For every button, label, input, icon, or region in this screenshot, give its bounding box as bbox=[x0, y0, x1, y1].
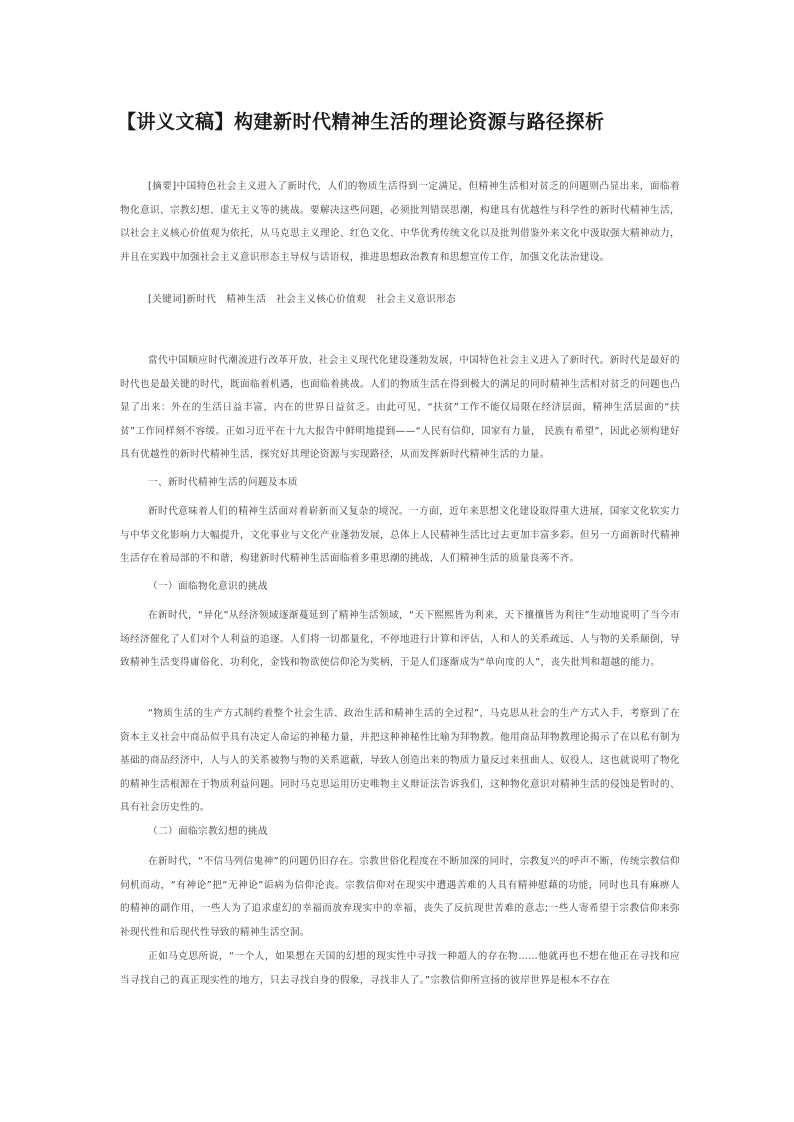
section1-paragraph: 新时代意味着人们的精神生活面对着崭新而又复杂的境况。一方面，近年来思想文化建设取得重大进展，国家文化软实力与中华文化影响力大幅提升，文化事业与文化产业蓬勃发展，总体上人民精神生活比过去更加丰富多彩。但另一方面新时代精神生活存在着局部的不和谐，构建新时代精神生活面临着多重思潮的挑战，人们精神生活的质量良莠不齐。 bbox=[120, 506, 680, 564]
abstract-paragraph: [摘要]中国特色社会主义进入了新时代，人们的物质生活得到一定满足，但精神生活相对贫乏的问题则凸显出来，面临着物化意识、宗教幻想、虚无主义等的挑战。要解决这些问题，必须批判错误思潮，构建具有优越性与科学性的新时代精神生活，以社会主义核心价值观为依托，从马克思主义理论、红色文化、中华优秀传统文化以及批判借鉴外来文化中汲取强大精神动力，并且在实践中加强社会主义意识形态主导权与话语权，推进思想政治教育和思想宣传工作，加强文化法治建设。 bbox=[120, 181, 680, 263]
document-title: 【讲义文稿】构建新时代精神生活的理论资源与路径探析 bbox=[117, 111, 605, 133]
subsection-heading-1: （一）面临物化意识的挑战 bbox=[148, 581, 268, 592]
section-heading-1: 一、新时代精神生活的问题及本质 bbox=[148, 477, 298, 488]
subsection1-paragraph-1: 在新时代，“异化”从经济领域逐渐蔓延到了精神生活领域，“天下熙熙皆为利来，天下攘攘皆为利往”生动地说明了当今市场经济催化了人们对个人利益的追逐。人们将一切都量化，不停地进行计算和评估，人和人的关系疏远、人与物的关系颠倒，导致精神生活变得庸俗化、功利化，金钱和物欲使信仰沦为奖柄，于是人们逐渐成为“单向度的人”，丧失批判和超越的能力。 bbox=[120, 610, 680, 668]
subsection2-paragraph-1: 在新时代，“不信马列信鬼神”的问题仍旧存在。宗教世俗化程度在不断加深的同时，宗教复兴的呼声不断，传统宗教信仰伺机而动，“有神论”把“无神论”诟病为信仰沦丧。宗教信仰对在现实中遭遇苦难的人具有精神慰藉的功能，同时也具有麻痹人的精神的副作用，一些人为了追求虚幻的幸福而放弃现实中的幸福，丧失了反抗现世苦难的意志;一些人寄希望于宗教信仰来弥补现代性和后现代性导致的精神生活空洞。 bbox=[120, 856, 680, 938]
subsection1-paragraph-2: “物质生活的生产方式制约着整个社会生活、政治生活和精神生活的全过程”，马克思从社会的生产方式入手，考察到了在资本主义社会中商品似乎具有决定人命运的神秘力量，并把这种神秘性比喻为拜物教。他用商品拜物教理论揭示了在以私有制为基础的商品经济中，人与人的关系被物与物的关系遮蔽，导致人创造出来的物质力量反过来扭曲人、奴役人，这也就说明了物化的精神生活根源在于物质利益问题。同时马克思运用历史唯物主义辩证法告诉我们，这种物化意识对精神生活的侵蚀是暂时的、具有社会历史性的。 bbox=[120, 708, 680, 813]
subsection-heading-2: （二）面临宗教幻想的挑战 bbox=[148, 826, 268, 837]
intro-paragraph: 當代中国顺应时代潮流进行改革开放，社会主义现代化建设蓬勃发展，中国特色社会主义进入了新时代。新时代是最好的时代也是最关键的时代，既面临着机遇，也面临着挑战。人们的物质生活在得到极大的满足的同时精神生活相对贫乏的问题也凸显了出来：外在的生活日益丰富，内在的世界日益贫乏。由此可见，“扶贫”工作不能仅局限在经济层面，精神生活层面的“扶贫”工作同样刻不容缓。正如习近平在十九大报告中鲜明地提到——“人民有信仰，国家有力量， 民族有希望”，因此必须构建好具有优越性的新时代精神生活，探究好其理论资源与实现路径，从而发挥新时代精神生活的力量。 bbox=[120, 355, 680, 460]
keywords-paragraph: [关键词]新时代 精神生活 社会主义核心价值观 社会主义意识形态 bbox=[148, 294, 457, 305]
subsection2-paragraph-2: 正如马克思所说，“一个人，如果想在天国的幻想的现实性中寻找一种超人的存在物……他就再也不想在他正在寻找和应当寻找自己的真正现实性的地方，只去寻找自身的假象，寻找非人了。”宗教信仰所宣扬的彼岸世界是根本不存在 bbox=[120, 951, 680, 986]
